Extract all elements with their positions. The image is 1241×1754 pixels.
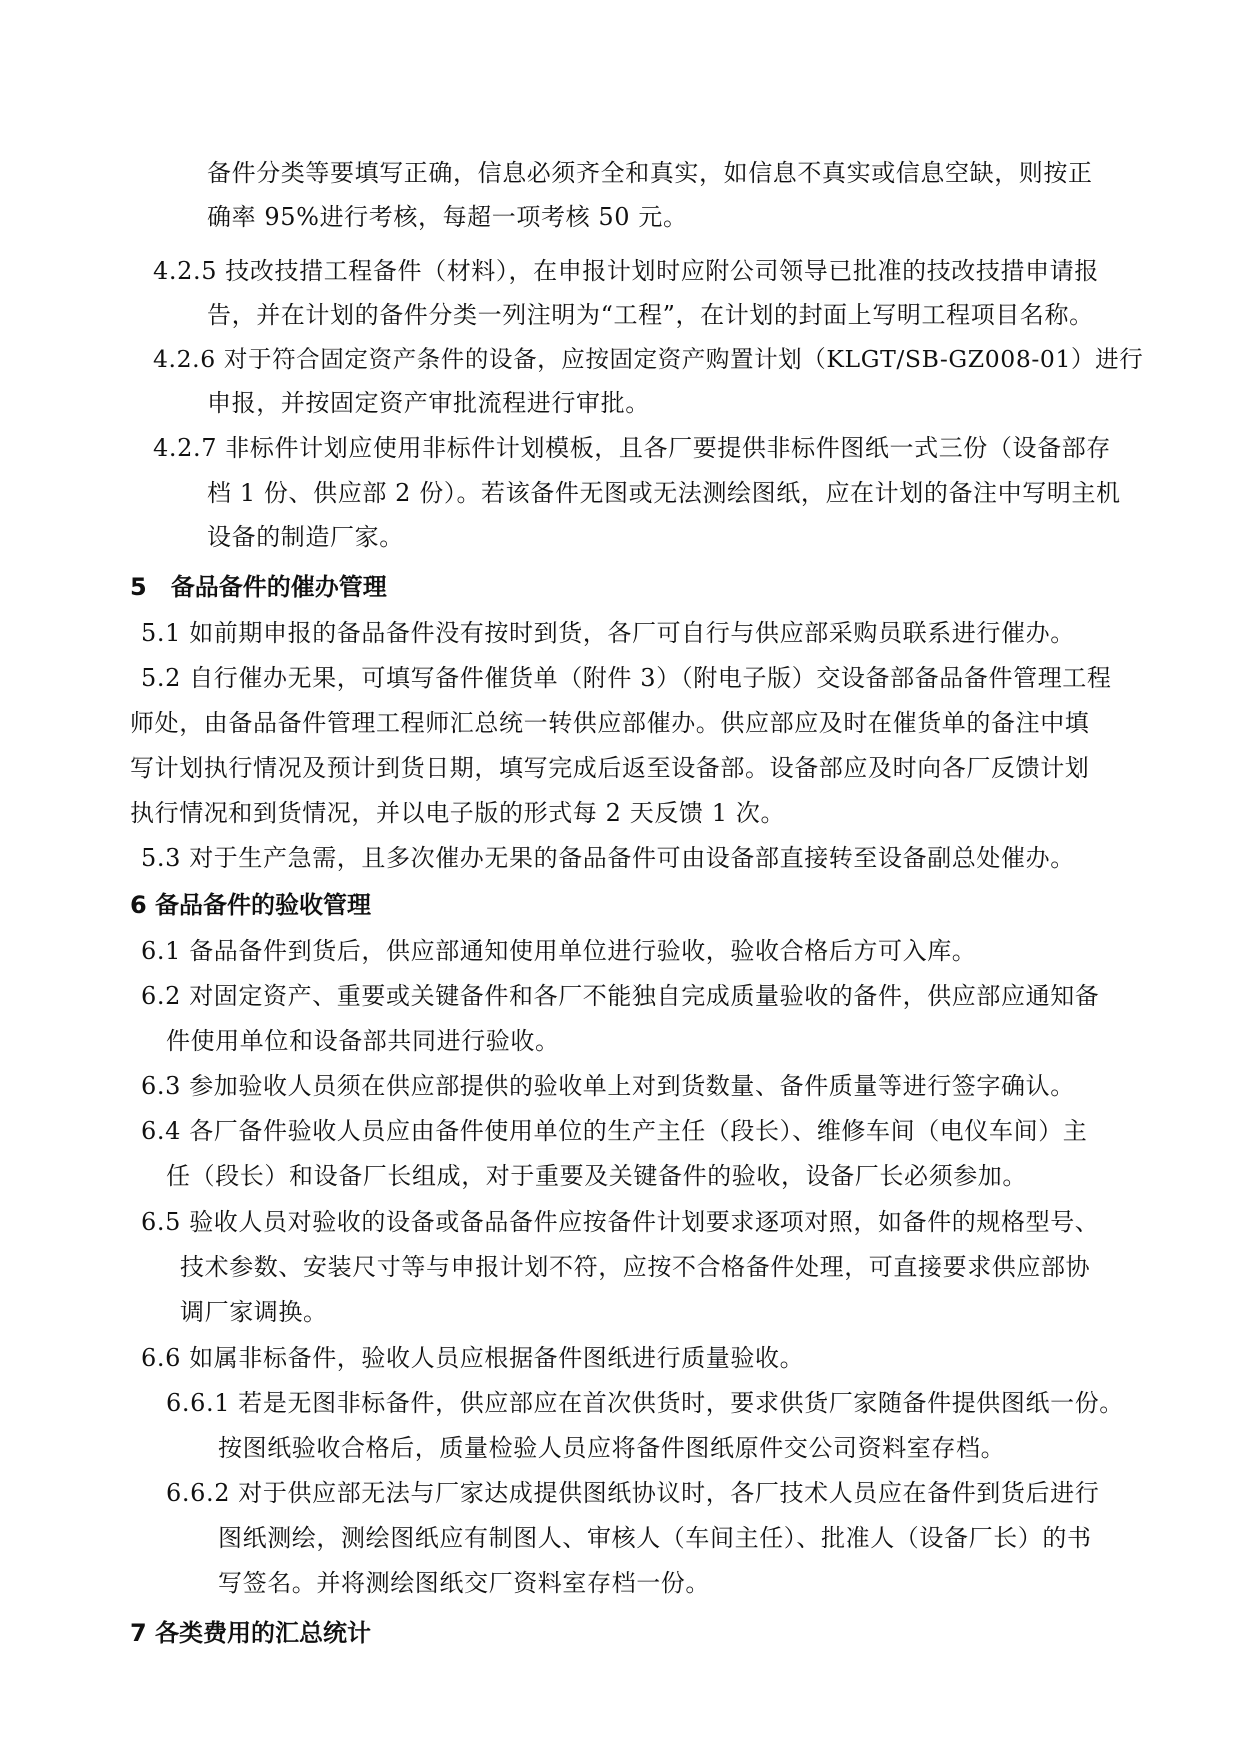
paragraph-line: 调厂家调换。 xyxy=(180,1298,328,1326)
clause-6-6: 6.6 如属非标备件，验收人员应根据备件图纸进行质量验收。 xyxy=(141,1344,805,1372)
clause-6-6-2: 6.6.2 对于供应部无法与厂家达成提供图纸协议时，各厂技术人员应在备件到货后进行 xyxy=(166,1479,1100,1507)
paragraph-line: 备件分类等要填写正确，信息必须齐全和真实，如信息不真实或信息空缺，则按正 xyxy=(207,159,1093,187)
clause-6-4: 6.4 各厂备件验收人员应由备件使用单位的生产主任（段长）、维修车间（电仪车间）主 xyxy=(141,1117,1088,1145)
clause-5-2: 5.2 自行催办无果，可填写备件催货单（附件 3）（附电子版）交设备部备品备件管理工程 xyxy=(141,664,1112,692)
paragraph-line: 确率 95%进行考核，每超一项考核 50 元。 xyxy=(207,203,688,231)
paragraph-line: 写签名。并将测绘图纸交厂资料室存档一份。 xyxy=(218,1569,710,1597)
clause-6-5: 6.5 验收人员对验收的设备或备品备件应按备件计划要求逐项对照，如备件的规格型号、 xyxy=(141,1208,1100,1236)
paragraph-line: 图纸测绘，测绘图纸应有制图人、审核人（车间主任）、批准人（设备厂长）的书 xyxy=(218,1524,1092,1552)
paragraph-line: 技术参数、安装尺寸等与申报计划不符，应按不合格备件处理，可直接要求供应部协 xyxy=(180,1253,1091,1281)
paragraph-line: 任（段长）和设备厂长组成，对于重要及关键备件的验收，设备厂长必须参加。 xyxy=(166,1162,1027,1190)
clause-4-2-7: 4.2.7 非标件计划应使用非标件计划模板，且各厂要提供非标件图纸一式三份（设备部存 xyxy=(153,434,1111,462)
clause-6-2: 6.2 对固定资产、重要或关键备件和各厂不能独自完成质量验收的备件，供应部应通知备 xyxy=(141,982,1100,1010)
paragraph-line: 件使用单位和设备部共同进行验收。 xyxy=(166,1027,560,1055)
paragraph-line: 执行情况和到货情况，并以电子版的形式每 2 天反馈 1 次。 xyxy=(130,799,786,827)
paragraph-line: 申报，并按固定资产审批流程进行审批。 xyxy=(207,389,650,417)
clause-4-2-5: 4.2.5 技改技措工程备件（材料），在申报计划时应附公司领导已批准的技改技措申请报 xyxy=(153,257,1099,285)
clause-6-6-1: 6.6.1 若是无图非标备件，供应部应在首次供货时，要求供货厂家随备件提供图纸一份。 xyxy=(166,1389,1124,1417)
section-heading-6: 6 备品备件的验收管理 xyxy=(130,891,372,919)
clause-5-3: 5.3 对于生产急需，且多次催办无果的备品备件可由设备部直接转至设备副总处催办。 xyxy=(141,844,1075,872)
section-heading-7: 7 各类费用的汇总统计 xyxy=(130,1619,372,1647)
clause-4-2-6: 4.2.6 对于符合固定资产条件的设备，应按固定资产购置计划（KLGT/SB-GZ008-01）进行 xyxy=(153,345,1144,373)
paragraph-line: 写计划执行情况及预计到货日期，填写完成后返至设备部。设备部应及时向各厂反馈计划 xyxy=(130,754,1090,782)
clause-6-3: 6.3 参加验收人员须在供应部提供的验收单上对到货数量、备件质量等进行签字确认。 xyxy=(141,1072,1075,1100)
paragraph-line: 档 1 份、供应部 2 份）。若该备件无图或无法测绘图纸，应在计划的备注中写明主机 xyxy=(207,479,1121,507)
clause-5-1: 5.1 如前期申报的备品备件没有按时到货，各厂可自行与供应部采购员联系进行催办。 xyxy=(141,619,1075,647)
paragraph-line: 告，并在计划的备件分类一列注明为“工程”，在计划的封面上写明工程项目名称。 xyxy=(207,301,1094,329)
clause-6-1: 6.1 备品备件到货后，供应部通知使用单位进行验收，验收合格后方可入库。 xyxy=(141,937,977,965)
paragraph-line: 设备的制造厂家。 xyxy=(207,523,404,551)
paragraph-line: 按图纸验收合格后，质量检验人员应将备件图纸原件交公司资料室存档。 xyxy=(218,1434,1006,1462)
paragraph-line: 师处，由备品备件管理工程师汇总统一转供应部催办。供应部应及时在催货单的备注中填 xyxy=(130,709,1090,737)
section-heading-5: 5 备品备件的催办管理 xyxy=(130,573,387,601)
